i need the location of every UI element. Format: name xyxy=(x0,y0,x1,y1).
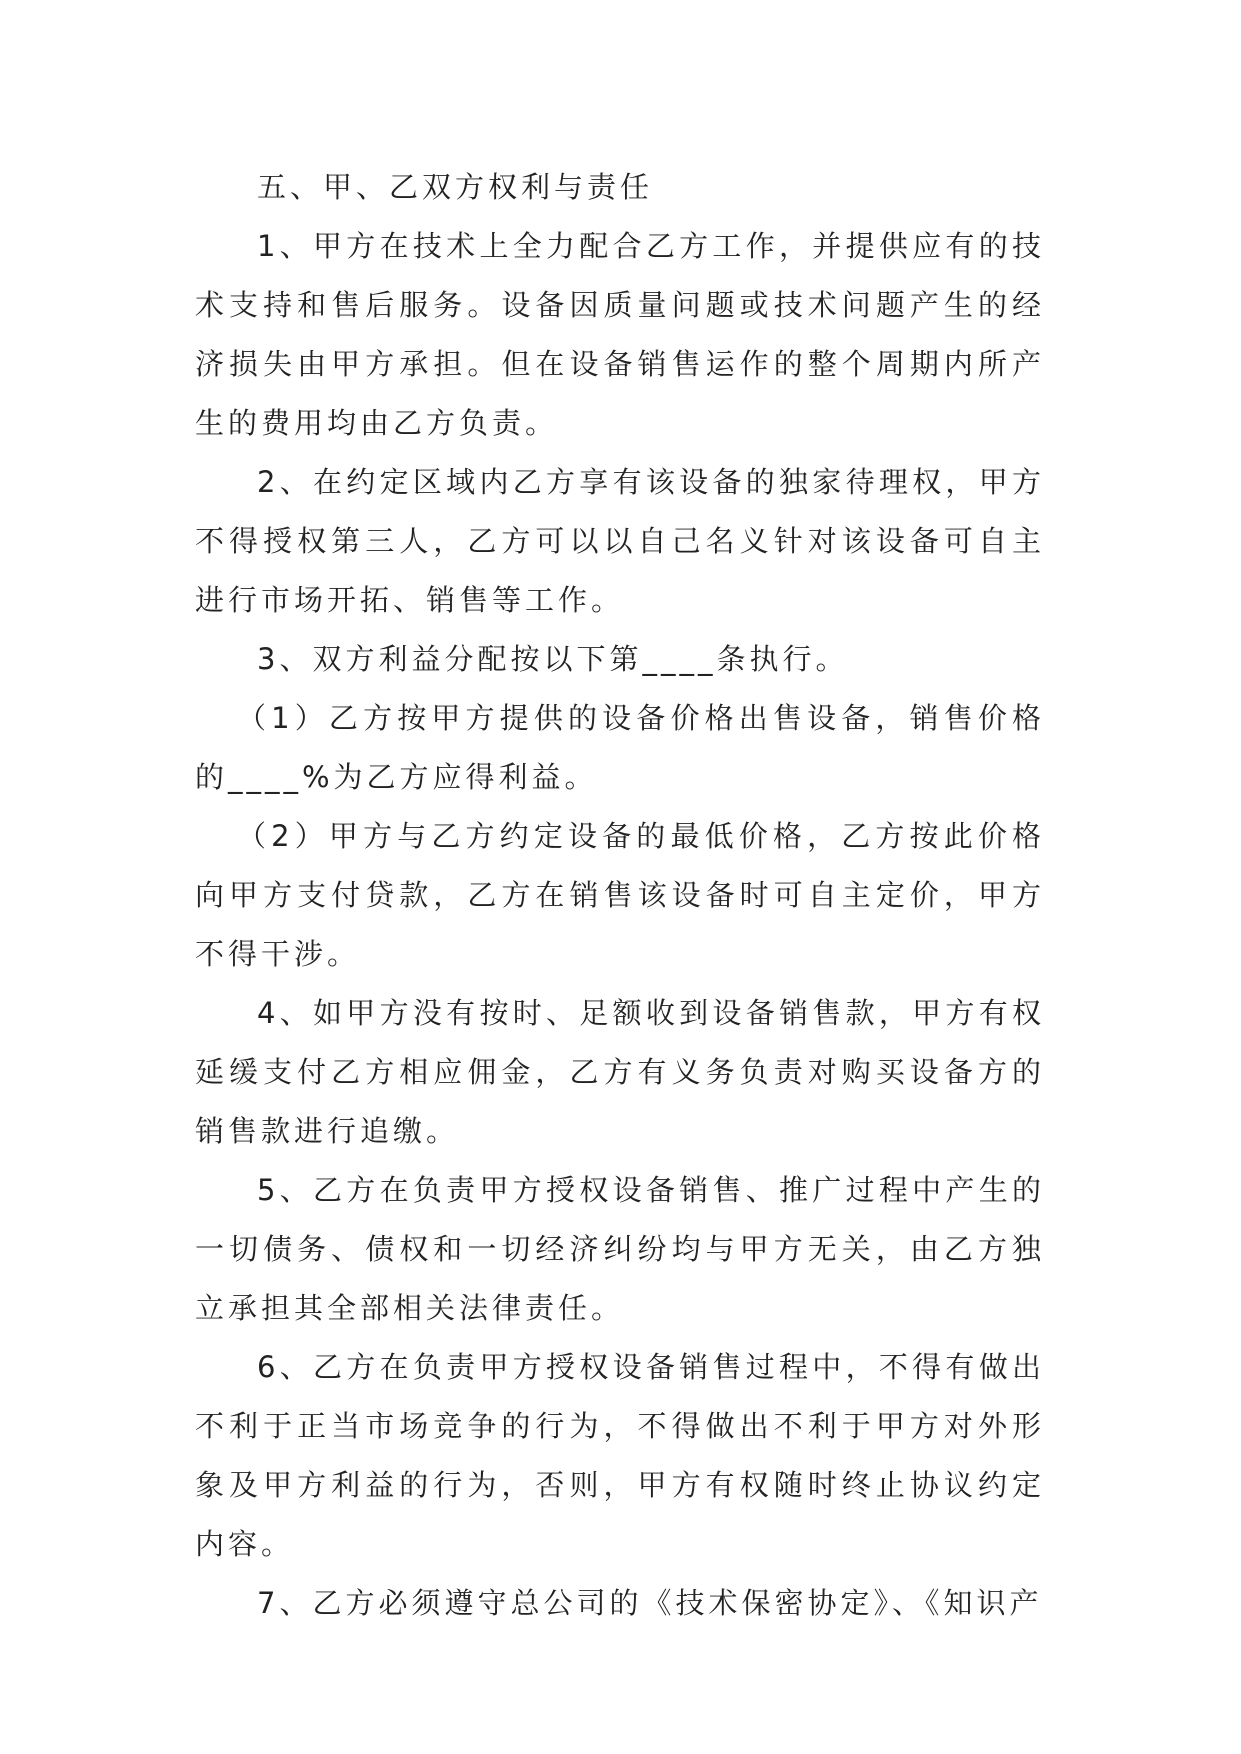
section-heading: 五、甲、乙双方权利与责任 xyxy=(257,170,654,204)
clause-2: 2、在约定区域内乙方享有该设备的独家待理权，甲方不得授权第三人，乙方可以以自己名义针对该设备可自主进行市场开拓、销售等工作。 xyxy=(195,465,1045,617)
clause-3-option-2: （2）甲方与乙方约定设备的最低价格，乙方按此价格向甲方支付贷款，乙方在销售该设备时可自主定价，甲方不得干涉。 xyxy=(195,819,1045,971)
clause-4: 4、如甲方没有按时、足额收到设备销售款，甲方有权延缓支付乙方相应佣金，乙方有义务负责对购买设备方的销售款进行追缴。 xyxy=(195,996,1045,1148)
clause-1: 1、甲方在技术上全力配合乙方工作，并提供应有的技术支持和售后服务。设备因质量问题或技术问题产生的经济损失由甲方承担。但在设备销售运作的整个周期内所产生的费用均由乙方负责。 xyxy=(195,229,1045,440)
clause-3: 3、双方利益分配按以下第____条执行。 xyxy=(257,642,849,676)
document-body xyxy=(195,158,1045,1633)
clause-6: 6、乙方在负责甲方授权设备销售过程中，不得有做出不利于正当市场竞争的行为，不得做出不利于甲方对外形象及甲方利益的行为，否则，甲方有权随时终止协议约定内容。 xyxy=(195,1350,1045,1561)
clause-7: 7、乙方必须遵守总公司的《技术保密协定》、《知识产 xyxy=(257,1586,1043,1620)
clause-5: 5、乙方在负责甲方授权设备销售、推广过程中产生的一切债务、债权和一切经济纠纷均与甲方无关，由乙方独立承担其全部相关法律责任。 xyxy=(195,1173,1045,1325)
clause-3-option-1: （1）乙方按甲方提供的设备价格出售设备，销售价格的____%为乙方应得利益。 xyxy=(195,701,1045,794)
